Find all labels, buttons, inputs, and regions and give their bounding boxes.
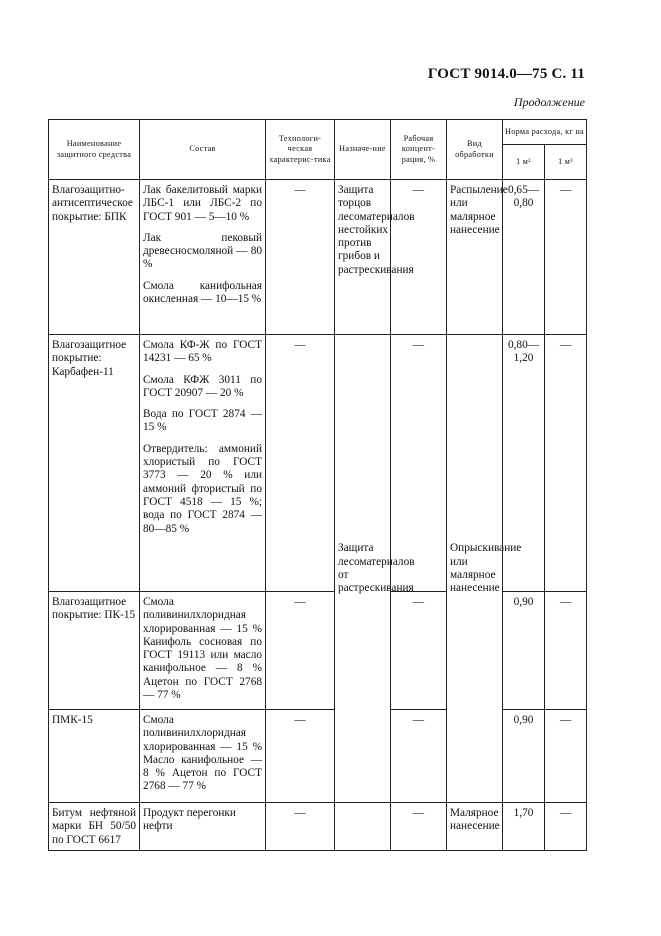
- continuation-label: Продолжение: [513, 95, 585, 109]
- composition-item: Лак бакелитовый марки ЛБС-1 или ЛБС-2 по ГОСТ 901 — 5—10 %: [143, 184, 262, 223]
- cell-norm-m2: 1,70: [503, 803, 545, 851]
- composition-item: Смола канифольная окисленная — 10—15 %: [143, 279, 262, 306]
- cell-norm-m2: 0,90: [503, 592, 545, 710]
- col-header-purpose: Назначе-ние: [335, 120, 391, 180]
- cell-purpose: [335, 803, 391, 851]
- composition-item: Лак пековый древесносмоляной — 80 %: [143, 231, 262, 271]
- cell-concentration: —: [391, 335, 447, 592]
- document-header: ГОСТ 9014.0—75 С. 11: [427, 66, 585, 82]
- cell-norm-m3: —: [545, 710, 587, 803]
- col-header-norm-m3: 1 м³: [545, 145, 587, 180]
- cell-purpose-merged: Защита лесоматериалов от растрескивания: [335, 335, 391, 803]
- col-header-concentration: Рабочая концент-рация, %: [391, 120, 447, 180]
- cell-treatment-merged: Опрыскивание или малярное нанесение: [447, 335, 503, 803]
- table-row: [49, 803, 587, 851]
- cell-purpose: Защита торцов лесоматериалов нестойких против грибов и растрескивания: [335, 180, 391, 335]
- cell-tech: —: [266, 180, 335, 335]
- cell-concentration: —: [391, 592, 447, 710]
- cell-norm-m3: —: [545, 180, 587, 335]
- cell-name: Влагозащитно-антисептическое покрытие: БПК: [49, 180, 140, 335]
- cell-tech: —: [266, 803, 335, 851]
- table-row: [49, 335, 587, 592]
- cell-norm-m3: —: [545, 803, 587, 851]
- table-row: [49, 180, 587, 335]
- cell-concentration: —: [391, 803, 447, 851]
- col-header-treatment: Вид обработки: [447, 120, 503, 180]
- col-header-composition: Состав: [140, 120, 266, 180]
- protective-agents-table: [48, 119, 587, 851]
- cell-norm-m3: —: [545, 335, 587, 592]
- cell-composition: Смола поливинилхлоридная хлорированная — 15 % Масло канифольное — 8 % Ацетон по ГОСТ 2768 — 77 %: [140, 710, 266, 803]
- cell-name: Влагозащитное покрытие: Карбафен-11: [49, 335, 140, 592]
- composition-item: Смола КФЖ 3011 по ГОСТ 20907 — 20 %: [143, 373, 262, 399]
- col-header-name: Наименование защитного средства: [49, 120, 140, 180]
- cell-norm-m3: —: [545, 592, 587, 710]
- cell-composition: Смола поливинилхлоридная хлорированная — 15 % Канифоль сосновая по ГОСТ 19113 или масло канифольное — 8 % Ацетон по ГОСТ 2768 — 77 %: [140, 592, 266, 710]
- cell-norm-m2: 0,90: [503, 710, 545, 803]
- composition-item: Вода по ГОСТ 2874 — 15 %: [143, 408, 262, 434]
- cell-tech: —: [266, 335, 335, 592]
- cell-composition: Продукт перегонки нефти: [140, 803, 266, 851]
- cell-tech: —: [266, 592, 335, 710]
- cell-name: Битум нефтяной марки БН 50/50 по ГОСТ 6617: [49, 803, 140, 851]
- cell-treatment: Малярное нанесение: [447, 803, 503, 851]
- cell-composition: [140, 335, 266, 592]
- cell-composition: [140, 180, 266, 335]
- cell-concentration: —: [391, 180, 447, 335]
- table-row: [49, 710, 587, 803]
- composition-item: Смола КФ-Ж по ГОСТ 14231 — 65 %: [143, 339, 262, 365]
- cell-tech: —: [266, 710, 335, 803]
- cell-treatment: Распыление или малярное нанесение: [447, 180, 503, 335]
- cell-name: ПМК-15: [49, 710, 140, 803]
- col-header-norm-m2: 1 м²: [503, 145, 545, 180]
- table-row: [49, 592, 587, 710]
- col-header-tech: Технологи-ческая характерис-тика: [266, 120, 335, 180]
- cell-norm-m2: 0,80—1,20: [503, 335, 545, 592]
- cell-name: Влагозащитное покрытие: ПК-15: [49, 592, 140, 710]
- col-header-norm: Норма расхода, кг на: [503, 120, 587, 145]
- composition-item: Отвердитель: аммоний хлористый по ГОСТ 3773 — 20 % или аммоний фтористый по ГОСТ 4518 — 15 %; вода по ГОСТ 2874 — 80—85 %: [143, 442, 262, 535]
- cell-concentration: —: [391, 710, 447, 803]
- cell-norm-m2: 0,65—0,80: [503, 180, 545, 335]
